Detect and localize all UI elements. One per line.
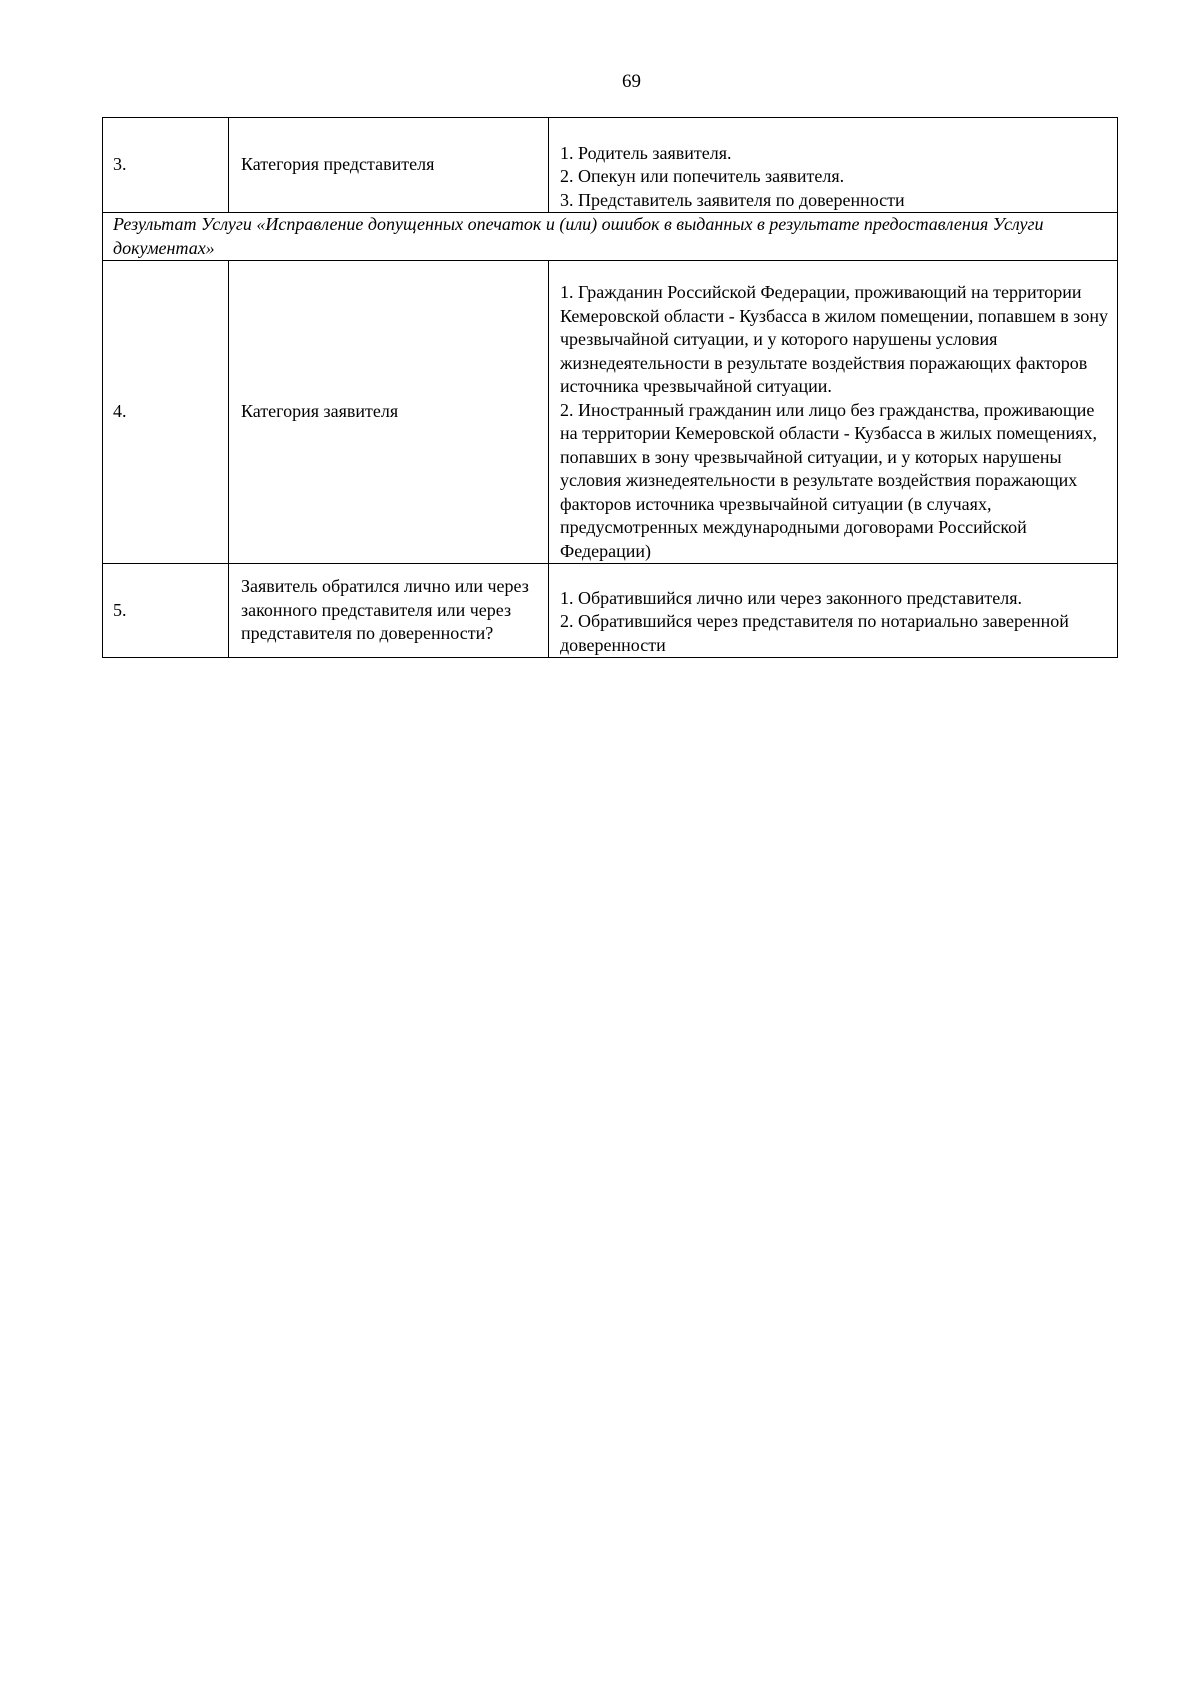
row-category: Категория заявителя xyxy=(229,261,549,564)
row-values xyxy=(549,118,1118,213)
row-category: Заявитель обратился лично или через законного представителя или через представителя по доверенности? xyxy=(229,564,549,658)
value-item: 1. Гражданин Российской Федерации, проживающий на территории Кемеровской области - Кузбасса в жилом помещении, попавшем в зону чрезвычайной ситуации, и у которого нарушены условия жизнедеятельности в результате воздействия поражающих факторов источника чрезвычайной ситуации. xyxy=(560,282,1108,396)
table-row xyxy=(103,118,1118,213)
row-values xyxy=(549,564,1118,658)
value-item: 1. Обратившийся лично или через законного представителя. xyxy=(560,587,1022,608)
table-row xyxy=(103,564,1118,658)
section-title: Результат Услуги «Исправление допущенных опечаток и (или) ошибок в выданных в результате предоставления Услуги документах» xyxy=(103,213,1118,261)
value-item: 2. Обратившийся через представителя по нотариально заверенной доверенности xyxy=(560,611,1069,655)
row-values xyxy=(549,261,1118,564)
value-item: 3. Представитель заявителя по доверенности xyxy=(560,189,905,210)
row-number: 5. xyxy=(103,564,229,658)
row-category: Категория представителя xyxy=(229,118,549,213)
applicant-criteria-table xyxy=(102,117,1118,658)
value-item: 2. Опекун или попечитель заявителя. xyxy=(560,166,845,186)
section-row xyxy=(103,213,1118,261)
row-number: 4. xyxy=(103,261,229,564)
row-number: 3. xyxy=(103,118,229,213)
value-item: 2. Иностранный гражданин или лицо без гражданства, проживающие на территории Кемеровской области - Кузбасса в жилых помещениях, попавших в зону чрезвычайной ситуации, и у которых нарушены условия жизнедеятельности в результате воздействия поражающих факторов источника чрезвычайной ситуации (в случаях, предусмотренных международными договорами Российской Федерации) xyxy=(560,399,1098,561)
value-item: 1. Родитель заявителя. xyxy=(560,142,732,163)
page-number: 69 xyxy=(622,71,641,92)
table-row xyxy=(103,261,1118,564)
